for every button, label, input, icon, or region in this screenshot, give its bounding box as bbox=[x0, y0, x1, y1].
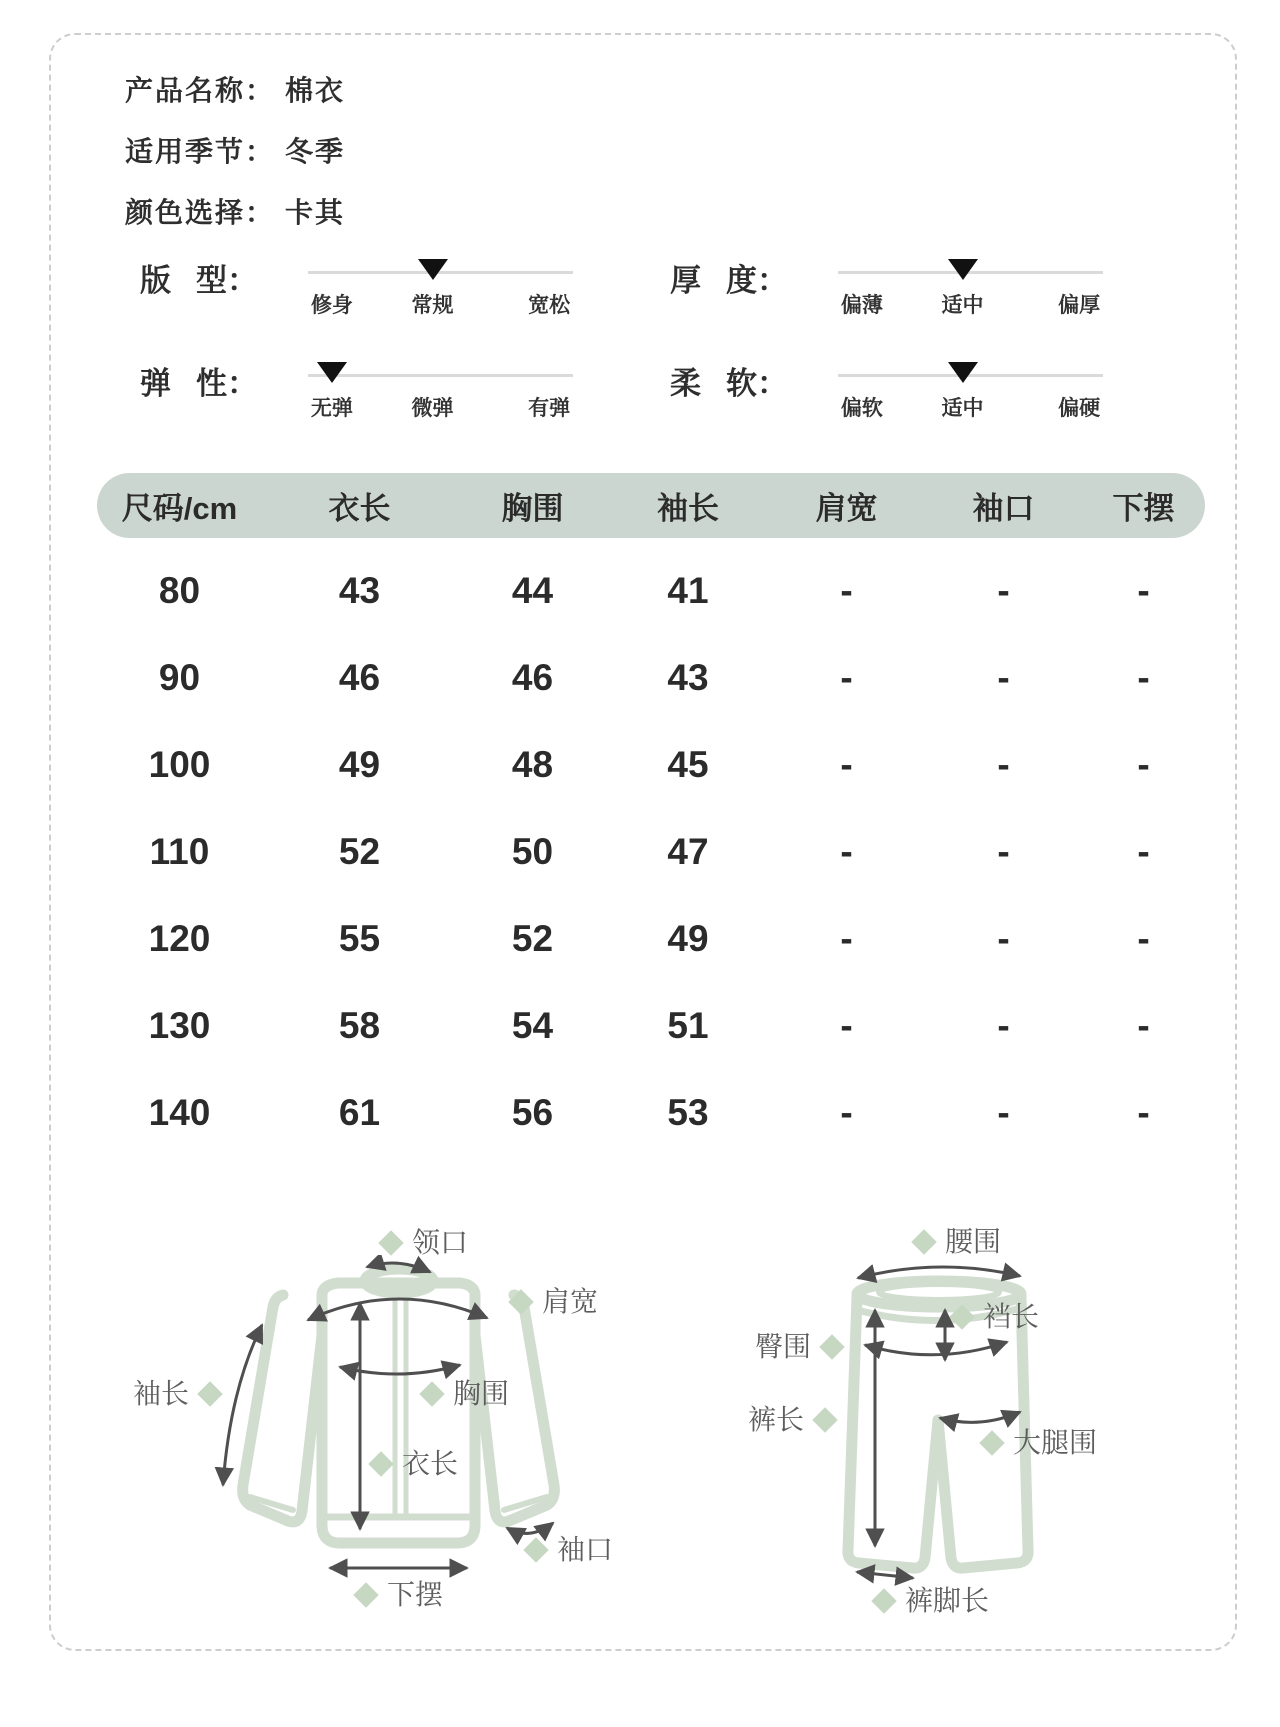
cell: 52 bbox=[338, 830, 381, 872]
attribute-thickness bbox=[670, 247, 1140, 327]
cell: - bbox=[1137, 1004, 1150, 1046]
header-cuff: 袖口 bbox=[972, 491, 1035, 526]
table-row bbox=[97, 1069, 1205, 1156]
waist-text: 腰围 bbox=[945, 1226, 1002, 1257]
fit-slider-marker-icon bbox=[418, 259, 448, 280]
cell: - bbox=[1137, 1091, 1150, 1133]
thickness-label bbox=[670, 255, 788, 300]
cell: 46 bbox=[338, 656, 381, 698]
table-row bbox=[97, 721, 1205, 808]
cell: - bbox=[997, 1091, 1010, 1133]
table-row bbox=[97, 634, 1205, 721]
cell: - bbox=[840, 917, 853, 959]
chest-text: 胸围 bbox=[453, 1378, 510, 1409]
cell: 80 bbox=[158, 569, 201, 611]
header-hem: 下摆 bbox=[1112, 491, 1175, 526]
cell: 53 bbox=[667, 1091, 709, 1133]
table-row bbox=[97, 808, 1205, 895]
hem-text: 下摆 bbox=[387, 1579, 444, 1610]
elasticity-label-start: 弹 bbox=[140, 366, 171, 401]
jacket-left-sleeve bbox=[243, 1295, 322, 1522]
product-name-row bbox=[125, 58, 345, 119]
cell: 61 bbox=[338, 1091, 381, 1133]
fit-label-start: 版 bbox=[140, 263, 171, 298]
cell: 45 bbox=[667, 743, 709, 785]
cell: - bbox=[1137, 917, 1150, 959]
cell: 90 bbox=[158, 656, 201, 698]
fit-slider bbox=[308, 247, 573, 327]
label-waist bbox=[915, 1228, 1001, 1256]
header-chest: 胸围 bbox=[501, 491, 564, 526]
cell: 43 bbox=[667, 656, 709, 698]
diamond-icon bbox=[979, 1430, 1004, 1455]
label-thigh bbox=[983, 1429, 1097, 1457]
fit-option-loose: 宽松 bbox=[528, 294, 571, 317]
diamond-icon bbox=[378, 1230, 403, 1255]
label-pants-length bbox=[748, 1406, 834, 1434]
label-hip bbox=[755, 1333, 841, 1361]
cell: 56 bbox=[511, 1091, 554, 1133]
header-garment-length: 衣长 bbox=[328, 491, 391, 526]
elasticity-option-stretchy: 有弹 bbox=[528, 397, 571, 420]
thigh-arrow bbox=[940, 1412, 1020, 1422]
season-label: 适用季节： bbox=[125, 135, 276, 167]
hip-text: 臀围 bbox=[755, 1331, 812, 1362]
product-name-value: 棉衣 bbox=[285, 74, 346, 106]
cell: - bbox=[997, 830, 1010, 872]
softness-options bbox=[838, 392, 1103, 422]
label-leg-opening bbox=[875, 1587, 989, 1615]
cell: 44 bbox=[511, 569, 554, 611]
fit-option-slim: 修身 bbox=[310, 294, 353, 317]
elasticity-label-end: 性： bbox=[196, 366, 258, 401]
cell: 58 bbox=[338, 1004, 381, 1046]
thickness-label-start: 厚 bbox=[670, 263, 701, 298]
cell: 110 bbox=[149, 830, 210, 872]
header-sleeve-length: 袖长 bbox=[657, 491, 719, 526]
diamond-icon bbox=[368, 1451, 393, 1476]
cuff-text: 袖口 bbox=[557, 1534, 614, 1565]
sleeve-length-text: 袖长 bbox=[133, 1378, 190, 1409]
cell: 54 bbox=[511, 1004, 554, 1046]
softness-option-hard: 偏硬 bbox=[1058, 397, 1101, 420]
cell: - bbox=[1137, 569, 1150, 611]
softness-label-end: 软： bbox=[726, 366, 788, 401]
table-row bbox=[97, 547, 1205, 634]
table-row bbox=[97, 895, 1205, 982]
cell: - bbox=[840, 569, 853, 611]
elasticity-options bbox=[308, 392, 573, 422]
cell: 41 bbox=[667, 569, 709, 611]
cell: - bbox=[997, 917, 1010, 959]
cell: 47 bbox=[667, 830, 709, 872]
jacket-torso bbox=[322, 1283, 475, 1543]
softness-option-soft: 偏软 bbox=[840, 397, 883, 420]
cell: 49 bbox=[667, 917, 709, 959]
garment-length-text: 衣长 bbox=[402, 1448, 459, 1479]
cell: - bbox=[1137, 743, 1150, 785]
product-info bbox=[125, 58, 345, 241]
thickness-options bbox=[838, 289, 1103, 319]
softness-option-medium: 适中 bbox=[941, 397, 984, 420]
chest-arrow bbox=[340, 1365, 460, 1374]
thickness-slider bbox=[838, 247, 1103, 327]
label-cuff bbox=[527, 1536, 613, 1564]
cell: 46 bbox=[511, 656, 554, 698]
cell: - bbox=[1137, 656, 1150, 698]
cell: 130 bbox=[148, 1004, 211, 1046]
cell: 49 bbox=[338, 743, 381, 785]
shoulder-width-text: 肩宽 bbox=[542, 1286, 599, 1317]
diamond-icon bbox=[949, 1304, 974, 1329]
softness-label bbox=[670, 358, 788, 403]
elasticity-slider bbox=[308, 350, 573, 430]
cell: - bbox=[997, 1004, 1010, 1046]
thickness-option-thick: 偏厚 bbox=[1058, 294, 1101, 317]
size-table-body bbox=[97, 547, 1205, 1156]
leg-opening-arrow bbox=[857, 1572, 913, 1578]
label-shoulder-width bbox=[512, 1288, 598, 1316]
leg-opening-text: 裤脚长 bbox=[905, 1585, 990, 1616]
label-neckline bbox=[382, 1229, 468, 1257]
fit-option-regular: 常规 bbox=[411, 294, 454, 317]
elasticity-slider-marker-icon bbox=[317, 362, 347, 383]
attribute-softness bbox=[670, 350, 1140, 430]
diamond-icon bbox=[419, 1381, 444, 1406]
diamond-icon bbox=[812, 1407, 837, 1432]
diamond-icon bbox=[523, 1537, 548, 1562]
hip-arrow bbox=[865, 1342, 1007, 1355]
label-hem bbox=[357, 1581, 443, 1609]
softness-slider-marker-icon bbox=[948, 362, 978, 383]
diamond-icon bbox=[819, 1334, 844, 1359]
thickness-slider-marker-icon bbox=[948, 259, 978, 280]
diamond-icon bbox=[911, 1229, 936, 1254]
attribute-fit bbox=[140, 247, 610, 327]
softness-label-start: 柔 bbox=[670, 366, 701, 401]
diamond-icon bbox=[871, 1588, 896, 1613]
color-value: 卡其 bbox=[285, 196, 346, 228]
pants-waist-inner bbox=[879, 1284, 999, 1300]
season-value: 冬季 bbox=[285, 135, 346, 167]
thickness-option-medium: 适中 bbox=[941, 294, 984, 317]
pants-length-text: 裤长 bbox=[748, 1404, 805, 1435]
cell: - bbox=[1137, 830, 1150, 872]
elasticity-label bbox=[140, 358, 258, 403]
cell: - bbox=[840, 1004, 853, 1046]
color-row bbox=[125, 180, 345, 241]
cell: - bbox=[840, 1091, 853, 1133]
header-size-cm: 尺码/cm bbox=[121, 491, 238, 526]
cell: 43 bbox=[338, 569, 381, 611]
diamond-icon bbox=[508, 1289, 533, 1314]
cell: - bbox=[997, 743, 1010, 785]
diamond-icon bbox=[353, 1582, 378, 1607]
fit-options bbox=[308, 289, 573, 319]
attribute-elasticity bbox=[140, 350, 610, 430]
header-shoulder-width: 肩宽 bbox=[815, 491, 878, 526]
cell: - bbox=[840, 656, 853, 698]
cell: 100 bbox=[148, 743, 211, 785]
cell: 55 bbox=[338, 917, 381, 959]
color-label: 颜色选择： bbox=[125, 196, 276, 228]
thickness-label-end: 度： bbox=[726, 263, 788, 298]
cell: - bbox=[840, 830, 853, 872]
elasticity-option-slight: 微弹 bbox=[411, 397, 454, 420]
thickness-option-thin: 偏薄 bbox=[840, 294, 883, 317]
cell: - bbox=[840, 743, 853, 785]
softness-slider bbox=[838, 350, 1103, 430]
elasticity-slider-line bbox=[308, 374, 573, 377]
label-garment-length bbox=[372, 1450, 458, 1478]
fit-label bbox=[140, 255, 258, 300]
size-table-header bbox=[97, 473, 1205, 538]
cell: 51 bbox=[667, 1004, 709, 1046]
elasticity-option-none: 无弹 bbox=[310, 397, 353, 420]
crotch-length-text: 裆长 bbox=[983, 1301, 1040, 1332]
cell: 48 bbox=[511, 743, 554, 785]
label-crotch-length bbox=[953, 1303, 1039, 1331]
season-row bbox=[125, 119, 345, 180]
cell: 120 bbox=[148, 917, 211, 959]
cell: - bbox=[997, 569, 1010, 611]
label-chest bbox=[423, 1380, 509, 1408]
cell: 140 bbox=[148, 1091, 211, 1133]
product-name-label: 产品名称： bbox=[125, 74, 276, 106]
label-sleeve-length bbox=[133, 1380, 219, 1408]
cell: 50 bbox=[511, 830, 554, 872]
fit-label-end: 型： bbox=[196, 263, 258, 298]
cell: 52 bbox=[511, 917, 554, 959]
table-row bbox=[97, 982, 1205, 1069]
diamond-icon bbox=[197, 1381, 222, 1406]
thigh-text: 大腿围 bbox=[1013, 1427, 1098, 1458]
cell: - bbox=[997, 656, 1010, 698]
neckline-text: 领口 bbox=[412, 1227, 469, 1258]
